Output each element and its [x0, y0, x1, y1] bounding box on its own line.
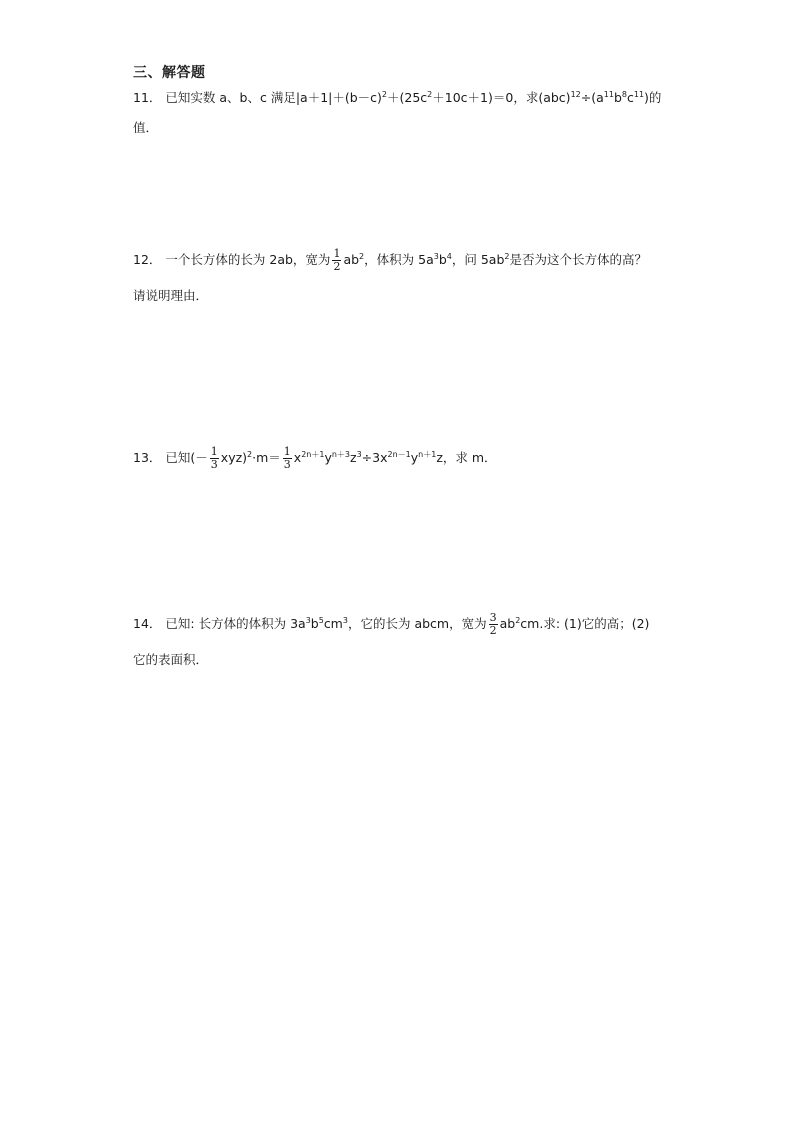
q14-text-d: ，它的长为 abcm，宽为 [347, 616, 487, 631]
q13-exp: n＋1 [418, 450, 437, 459]
fraction [210, 446, 219, 471]
q12-text-d: b [438, 252, 447, 267]
q11-text-d: ÷(a [580, 90, 604, 105]
question-13-line-1 [133, 446, 497, 471]
question-number: 11． [133, 90, 162, 105]
q14-exp: 5 [318, 616, 324, 625]
fraction-numerator: 1 [333, 247, 341, 260]
q11-text-g: )的 [644, 90, 662, 105]
q11-text-f: c [626, 90, 634, 105]
q12-exp: 2 [504, 252, 510, 261]
fraction-numerator: 1 [283, 445, 291, 458]
q11-exp: 2 [381, 90, 388, 99]
question-12-line-1 [133, 248, 647, 273]
question-11-line-1 [133, 88, 661, 108]
fraction-numerator: 3 [489, 611, 497, 624]
q11-text-c: ＋10c＋1)＝0，求(abc) [432, 90, 571, 105]
question-number: 13． [133, 450, 162, 465]
section-title: 三、解答题 [133, 65, 206, 81]
q14-exp: 3 [305, 616, 311, 625]
q12-text-a: 一个长方体的长为 2ab，宽为 [165, 252, 331, 267]
q12-text-b: ab [343, 252, 360, 267]
q11-exp: 12 [570, 90, 581, 99]
fraction-denominator: 3 [210, 458, 218, 471]
q13-text-d: x [293, 450, 302, 465]
fraction [332, 248, 341, 273]
q11-exp: 2 [427, 90, 433, 99]
fraction-numerator: 1 [210, 445, 218, 458]
q14-text-f: cm.求: (1)它的高；(2) [520, 616, 650, 631]
q13-text-c: ·m＝ [252, 450, 281, 465]
question-14-line-2: 它的表面积． [133, 652, 209, 667]
q13-text-a: 已知(－ [165, 450, 208, 465]
q14-text-a: 已知: 长方体的体积为 3a [165, 616, 306, 631]
q12-exp: 3 [433, 252, 439, 261]
q12-text-c: ，体积为 5a [364, 252, 434, 267]
q13-text-f: z [350, 450, 357, 465]
q13-exp: 3 [356, 450, 362, 459]
fraction [283, 446, 292, 471]
fraction-denominator: 3 [283, 458, 291, 471]
q11-exp: 8 [621, 90, 627, 99]
q14-text-b: b [310, 616, 319, 631]
question-12-line-2: 请说明理由． [133, 288, 209, 303]
q13-exp: 2 [247, 450, 253, 459]
fraction [489, 612, 498, 637]
q11-text-b: ＋(25c [387, 90, 428, 105]
q13-text-h: y [410, 450, 419, 465]
q11-exp: 11 [633, 90, 645, 99]
q14-exp: 2 [515, 616, 521, 625]
question-11-line-2: 值． [133, 120, 159, 135]
fraction-denominator: 2 [333, 260, 341, 273]
q13-exp: 2n－1 [387, 450, 411, 459]
q13-exp: 2n＋1 [301, 450, 325, 459]
q14-exp: 3 [342, 616, 348, 625]
q13-text-e: y [324, 450, 332, 465]
q12-exp: 4 [446, 252, 452, 261]
q11-text-e: b [613, 90, 622, 105]
question-number: 14． [133, 616, 162, 631]
q13-text-i: z，求 m． [436, 450, 497, 465]
q13-exp: n＋3 [331, 450, 351, 459]
q13-text-b: xyz) [220, 450, 248, 465]
q14-text-c: cm [323, 616, 343, 631]
question-14-line-1 [133, 612, 649, 637]
q12-text-f: 是否为这个长方体的高？ [509, 252, 647, 267]
q12-text-e: ，问 5ab [451, 252, 505, 267]
fraction-denominator: 2 [489, 624, 497, 637]
q12-exp: 2 [359, 252, 365, 261]
q13-text-g: ÷3x [361, 450, 388, 465]
q11-exp: 11 [603, 90, 614, 99]
q14-text-e: ab [499, 616, 516, 631]
question-number: 12． [133, 252, 162, 267]
q11-text-a: 已知实数 a、b、c 满足|a＋1|＋(b－c) [165, 90, 382, 105]
